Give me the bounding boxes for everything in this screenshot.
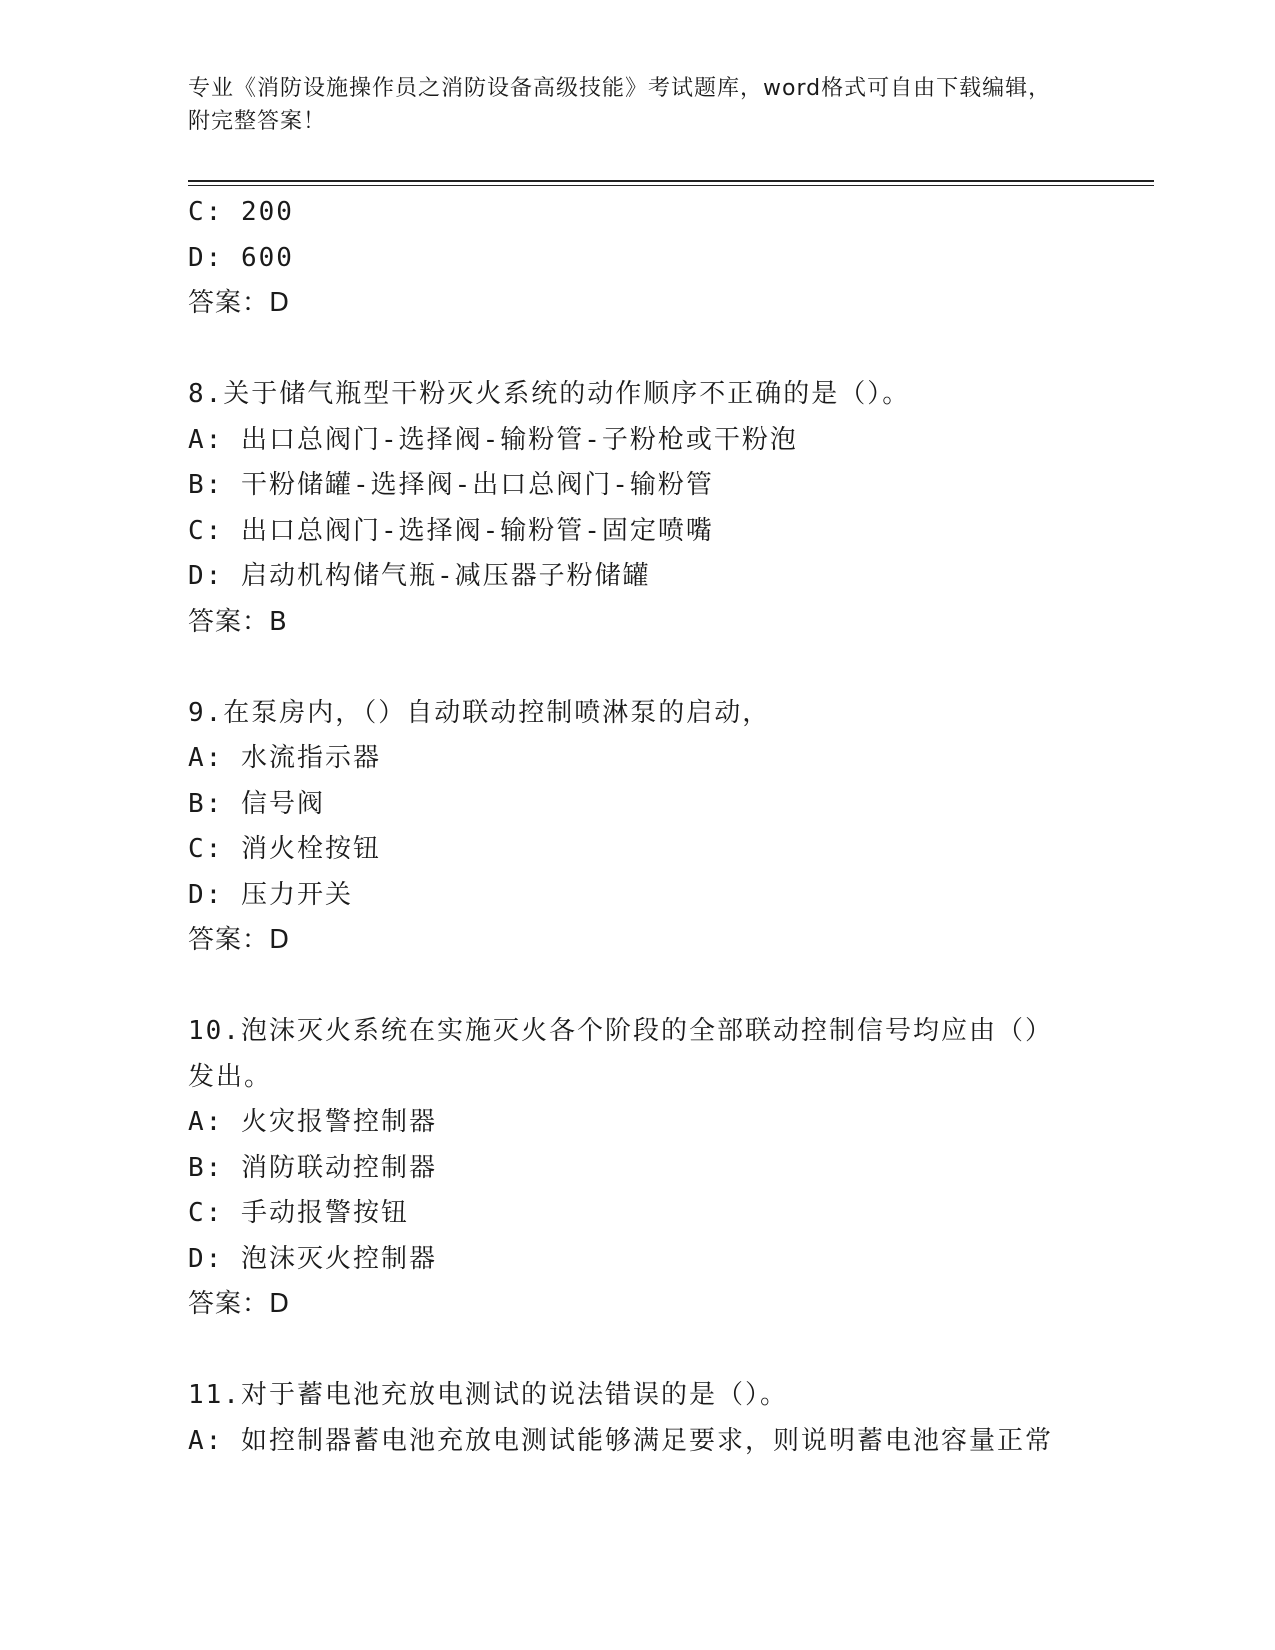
option-d: D: 600 <box>188 242 294 273</box>
option-a: A: 如控制器蓄电池充放电测试能够满足要求，则说明蓄电池容量正常 <box>188 1425 1053 1456</box>
option-c: C: 手动报警按钮 <box>188 1198 409 1228</box>
header-rule-thick <box>188 180 1154 182</box>
question-9 <box>188 691 1088 964</box>
option-d: D: 泡沫灭火控制器 <box>188 1243 437 1274</box>
question-text: 9.在泵房内，（）自动联动控制喷淋泵的启动， <box>188 697 771 728</box>
option-b: B: 信号阀 <box>188 788 325 819</box>
option-c: C: 出口总阀门-选择阀-输粉管-固定喷嘴 <box>188 515 714 546</box>
option-a: A: 火灾报警控制器 <box>188 1107 437 1137</box>
answer-line: 答案：D <box>188 925 291 955</box>
answer-line: 答案：D <box>188 288 291 318</box>
question-8 <box>188 372 1088 645</box>
header-rule-thin <box>188 185 1154 186</box>
option-c: C: 消火栓按钮 <box>188 834 381 864</box>
option-c: C: 200 <box>188 197 294 227</box>
option-b: B: 干粉储罐-选择阀-出口总阀门-输粉管 <box>188 470 714 500</box>
question-text: 8.关于储气瓶型干粉灭火系统的动作顺序不正确的是（）。 <box>188 379 911 409</box>
option-a: A: 水流指示器 <box>188 743 381 773</box>
option-d: D: 压力开关 <box>188 879 353 910</box>
answer-line: 答案：D <box>188 1289 291 1319</box>
option-d: D: 启动机构储气瓶-减压器子粉储罐 <box>188 561 651 591</box>
question-11 <box>188 1373 1088 1464</box>
option-b: B: 消防联动控制器 <box>188 1152 437 1183</box>
question-text: 11.对于蓄电池充放电测试的说法错误的是（）。 <box>188 1380 788 1410</box>
question-text: 10.泡沫灭火系统在实施灭火各个阶段的全部联动控制信号均应由（）发出。 <box>188 1016 1053 1092</box>
question-body <box>188 190 1088 1464</box>
answer-line: 答案：B <box>188 606 288 637</box>
option-a: A: 出口总阀门-选择阀-输粉管-子粉枪或干粉泡 <box>188 424 798 455</box>
question-10 <box>188 1009 1088 1328</box>
document-header: 专业《消防设施操作员之消防设备高级技能》考试题库，word格式可自由下载编辑，附完整答案！ <box>188 76 1052 134</box>
